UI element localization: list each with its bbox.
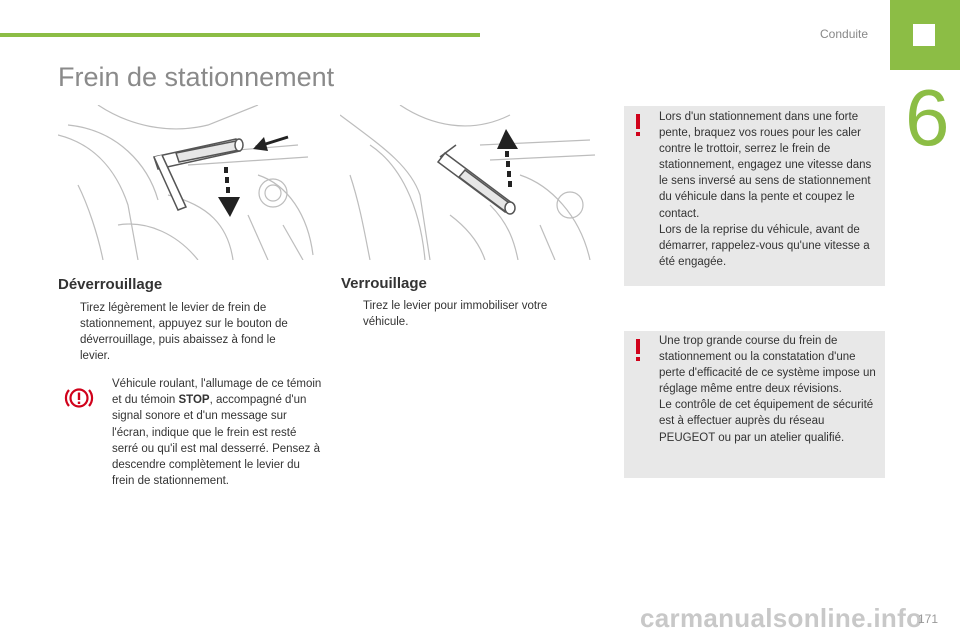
- watermark: carmanualsonline.info: [640, 603, 923, 633]
- locking-instruction-text: Tirez le levier pour immobiliser votre véhicule.: [363, 300, 548, 328]
- page-number: 171: [918, 612, 939, 626]
- page-title: Frein de stationnement: [58, 62, 335, 92]
- chapter-number: 6: [905, 73, 950, 162]
- unlocking-heading: Déverrouillage: [58, 276, 163, 293]
- exclamation-icon: [634, 339, 642, 363]
- locking-instruction: [341, 298, 581, 330]
- warning-text-stop: STOP: [178, 394, 210, 407]
- brake-adjustment-note: [624, 331, 885, 478]
- lever-apply-illustration: [340, 105, 602, 260]
- warning-text-part: Véhicule roulant, l'allumage de ce témoin et du témoin: [112, 378, 322, 407]
- unlocking-instruction: [58, 300, 308, 364]
- warning-text-part: , accompagné d'un signal sonore et d'un message sur l'écran, indique que le frein est resté serré ou qu'il est mal desserré. Pensez à descendre complètement le levier du frein de stationnement.: [112, 394, 321, 488]
- header-accent-bar: [0, 33, 480, 37]
- lever-release-illustration: [58, 105, 318, 260]
- parking-brake-warning-text: [112, 376, 322, 489]
- locking-heading: Verrouillage: [341, 275, 427, 292]
- section-label: Conduite: [820, 27, 869, 41]
- slope-parking-note: [624, 106, 885, 286]
- parking-brake-warning-icon: [64, 383, 94, 413]
- exclamation-icon: [634, 114, 642, 138]
- unlocking-instruction-text: Tirez légèrement le levier de frein de stationnement, appuyez sur le bouton de déverrouillage, puis abaissez à fond le levier.: [80, 302, 288, 362]
- slope-parking-note-text: Lors d'un stationnement dans une forte pente, braquez vos roues pour les caler contre le trottoir, serrez le frein de stationnement, engagez une vitesse dans le sens inversé au sens de stationnement du véhicule dans la pente et coupez le contact. Lors de la reprise du véhicule, avant de démarrer, rappelez-vous qu'une vitesse a été engagée.: [659, 111, 872, 268]
- brake-adjustment-note-text: Une trop grande course du frein de stationnement ou la constatation d'une perte d'efficacité de ce système impose un réglage même entre deux révisions. Le contrôle de cet équipement de sécurité est à effectuer auprès du réseau PEUGEOT ou par un atelier qualifié.: [659, 335, 876, 444]
- chapter-tab-square-icon: [913, 24, 935, 46]
